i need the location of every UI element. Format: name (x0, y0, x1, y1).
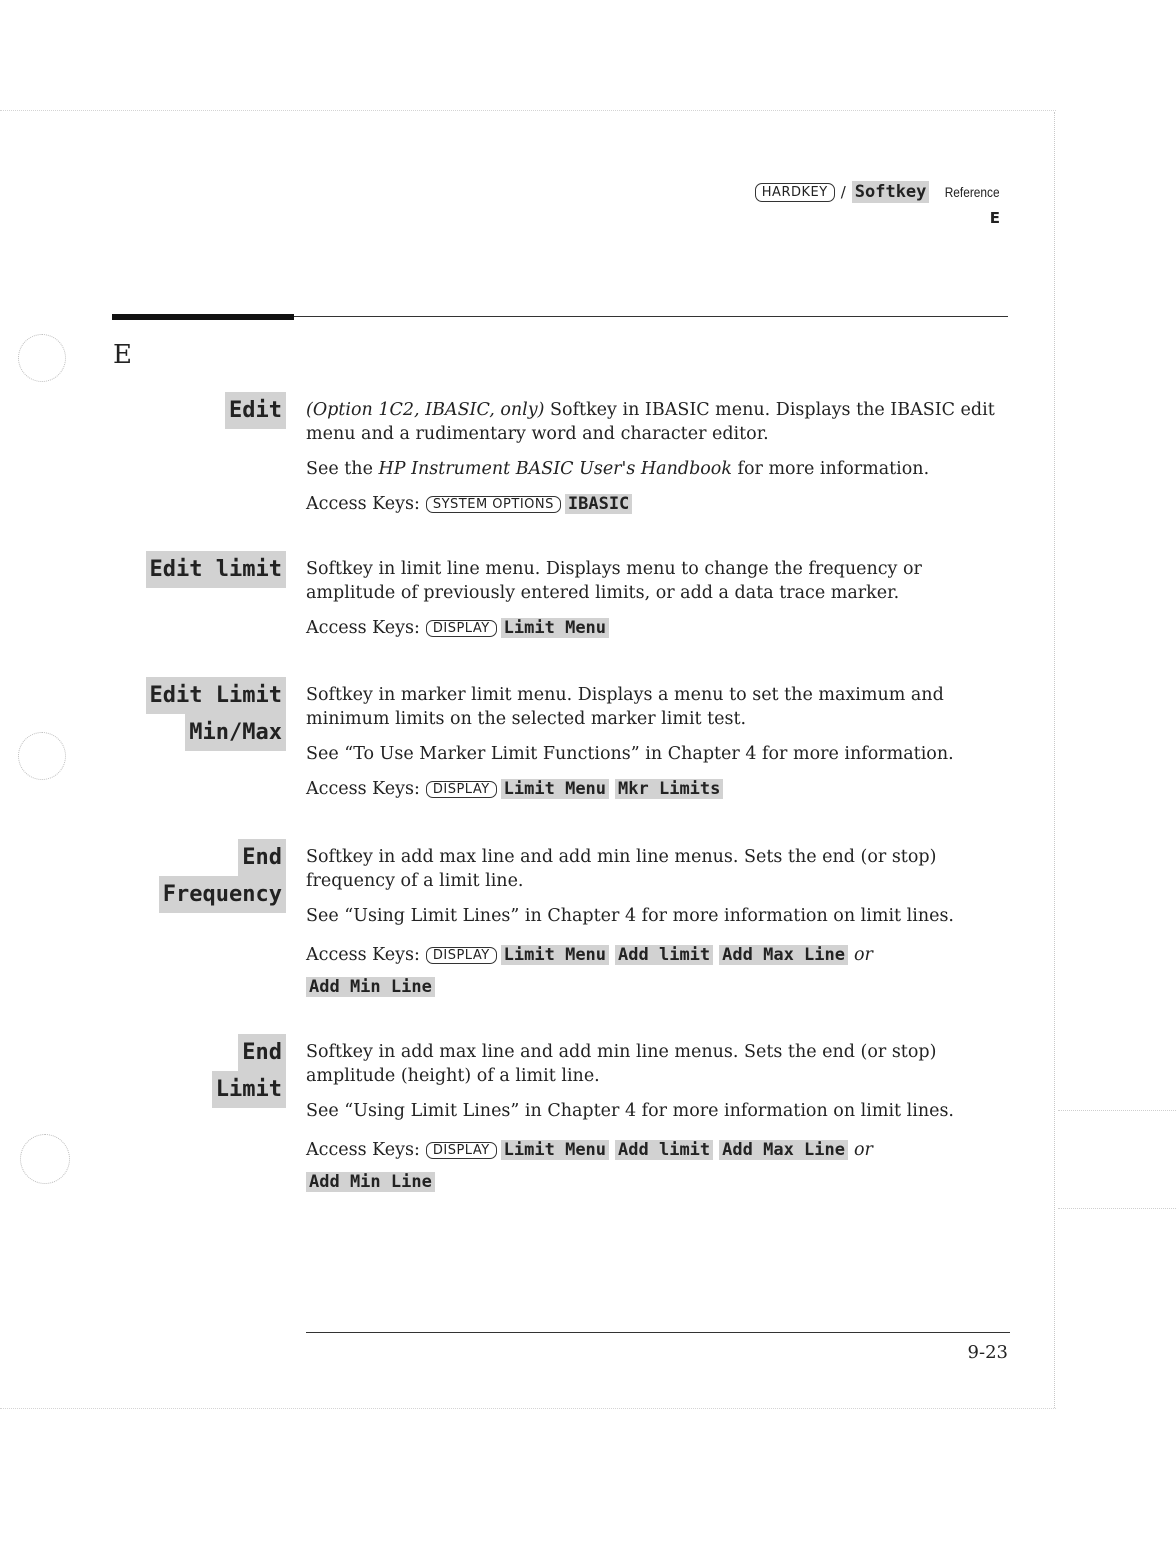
see-book-title: HP Instrument BASIC User's Handbook (378, 459, 732, 479)
description-paragraph: Softkey in marker limit menu. Displays a menu to set the maximum and minimum limits on the selected marker limit test. (306, 685, 944, 729)
header-reference-label: Reference (945, 184, 1000, 200)
access-softkey: Limit Menu (501, 779, 609, 799)
footer-rule (306, 1332, 1010, 1333)
access-softkey: Add limit (615, 1140, 713, 1160)
term-softkey: Frequency (159, 876, 286, 913)
scan-edge-mark (1058, 1110, 1176, 1111)
access-softkey: IBASIC (565, 494, 632, 514)
see-suffix: for more information. (731, 459, 930, 479)
description-paragraph (306, 398, 1014, 446)
access-hardkey: DISPLAY (426, 781, 497, 798)
scan-edge-bottom (0, 1408, 1056, 1409)
see-also-paragraph: See “Using Limit Lines” in Chapter 4 for more information on limit lines. (306, 906, 954, 926)
header-slash: / (840, 183, 846, 201)
access-or: or (853, 945, 873, 965)
binder-hole (18, 334, 66, 382)
see-also-paragraph: See “Using Limit Lines” in Chapter 4 for more information on limit lines. (306, 1101, 954, 1121)
header-chapter-letter: E (989, 209, 1000, 227)
access-softkey: Limit Menu (501, 618, 609, 638)
header-hardkey-label: HARDKEY (755, 183, 835, 202)
entry-description (306, 398, 1014, 527)
term-softkey: Edit Limit (146, 677, 286, 714)
access-keys-line (306, 1134, 1014, 1198)
entry-term (225, 392, 286, 429)
entry-description (306, 683, 1014, 812)
access-hardkey: DISPLAY (426, 620, 497, 637)
access-hardkey: DISPLAY (426, 947, 497, 964)
access-softkey: Add limit (615, 945, 713, 965)
running-header (755, 181, 1000, 227)
access-hardkey: SYSTEM OPTIONS (426, 496, 561, 513)
access-or: or (853, 1140, 873, 1160)
term-softkey: Edit (225, 392, 286, 429)
access-softkey: Add Max Line (719, 1140, 848, 1160)
header-softkey-label: Softkey (852, 181, 930, 203)
access-keys-label: Access Keys: (306, 779, 420, 799)
term-softkey: Edit limit (146, 551, 286, 588)
binder-hole (18, 732, 66, 780)
scan-edge-mark (1058, 1208, 1176, 1209)
binder-hole (20, 1134, 70, 1184)
scan-edge-right (1054, 112, 1055, 1408)
access-keys-label: Access Keys: (306, 618, 420, 638)
entry-term (146, 677, 286, 751)
description-text: Softkey in IBASIC menu. Displays the IBASIC edit menu and a rudimentary word and character editor. (306, 400, 995, 444)
option-note: (Option 1C2, IBASIC, only) (306, 400, 545, 420)
access-softkey: Limit Menu (501, 1140, 609, 1160)
entry-term (212, 1034, 286, 1108)
access-softkey: Limit Menu (501, 945, 609, 965)
description-paragraph: Softkey in add max line and add min line menus. Sets the end (or stop) frequency of a limit line. (306, 847, 937, 891)
section-letter: E (113, 340, 132, 370)
see-also-paragraph (306, 457, 1014, 481)
see-also-paragraph: See “To Use Marker Limit Functions” in Chapter 4 for more information. (306, 744, 954, 764)
term-softkey: End (238, 1034, 286, 1071)
scan-edge-top (0, 110, 1056, 111)
entry-description (306, 845, 1014, 1014)
entry-description (306, 557, 1014, 651)
entry-term (146, 551, 286, 588)
description-paragraph: Softkey in add max line and add min line menus. Sets the end (or stop) amplitude (height) of a limit line. (306, 1042, 937, 1086)
access-keys-label: Access Keys: (306, 945, 420, 965)
section-rule-thick (112, 314, 294, 320)
access-hardkey: DISPLAY (426, 1142, 497, 1159)
access-keys-label: Access Keys: (306, 1140, 420, 1160)
term-softkey: Min/Max (185, 714, 286, 751)
term-softkey: Limit (212, 1071, 286, 1108)
section-rule-thin (294, 316, 1008, 317)
term-softkey: End (238, 839, 286, 876)
entry-description (306, 1040, 1014, 1209)
description-paragraph: Softkey in limit line menu. Displays menu to change the frequency or amplitude of previously entered limits, or add a data trace marker. (306, 559, 922, 603)
access-keys-line (306, 939, 1014, 1003)
access-keys-line (306, 777, 1014, 801)
see-prefix: See the (306, 459, 379, 479)
access-keys-label: Access Keys: (306, 494, 420, 514)
access-softkey: Add Min Line (306, 977, 435, 997)
access-softkey: Add Max Line (719, 945, 848, 965)
access-softkey: Add Min Line (306, 1172, 435, 1192)
access-softkey: Mkr Limits (615, 779, 723, 799)
access-keys-line (306, 616, 1014, 640)
access-keys-line (306, 492, 1014, 516)
entry-term (159, 839, 286, 913)
page-number: 9-23 (967, 1342, 1008, 1363)
